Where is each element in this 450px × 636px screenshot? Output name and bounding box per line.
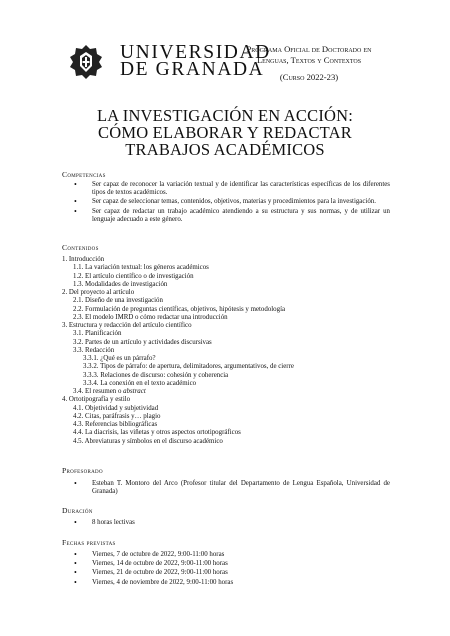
- contenidos-row: [62, 396, 392, 404]
- contenidos-row-text: 4.4. La diacrisis, las viñetas y otros aspectos ortotipográficos: [73, 429, 241, 437]
- contenidos-row-text: 1.1. La variación textual: los géneros académicos: [73, 264, 209, 272]
- contenidos-row: [62, 281, 392, 289]
- contenidos-row: [62, 372, 392, 380]
- duracion-heading: Duración: [62, 506, 93, 515]
- course-year: (Curso 2022-23): [279, 72, 339, 83]
- university-name-line1: UNIVERSIDAD: [120, 42, 271, 63]
- contenidos-row: [62, 339, 392, 347]
- fecha-item: • Viernes, 21 de octubre de 2022, 9:00-11:00 horas: [74, 569, 390, 577]
- contenidos-row-text: 3.3.3. Relaciones de discurso: cohesión y coherencia: [83, 371, 229, 379]
- fechas-heading: Fechas previstas: [62, 538, 116, 547]
- contenidos-row: [62, 256, 392, 264]
- title-line2: CÓMO ELABORAR Y REDACTAR: [98, 123, 352, 142]
- contenidos-row-text: 4.2. Citas, paráfrasis y… plagio: [73, 412, 161, 420]
- contenidos-row-text: 4.1. Objetividad y subjetividad: [73, 404, 159, 412]
- title-line1: LA INVESTIGACIÓN EN ACCIÓN:: [96, 106, 354, 125]
- contenidos-row: [62, 421, 392, 429]
- contenidos-row: [62, 306, 392, 314]
- competencias-heading: Competencias: [62, 170, 106, 179]
- contenidos-row: [62, 322, 392, 330]
- document-title: [60, 107, 390, 158]
- contenidos-row-text: 3. Estructura y redacción del artículo científico: [62, 322, 192, 329]
- competencia-item: • Ser capaz de redactar un trabajo académico atendiendo a su estructura y sus normas, y de utilizar un lenguaje adecuado a este género.: [74, 208, 390, 224]
- contenidos-row-text: 3.4. El resumen o: [73, 388, 124, 395]
- contenidos-row-text: 1.2. El artículo científico o de investigación: [73, 272, 194, 280]
- contenidos-row: [62, 355, 392, 363]
- profesor-item: • Esteban T. Montoro del Arco (Profesor titular del Departamento de Lengua Española, Universidad de Granada): [74, 480, 390, 496]
- contenidos-row-text: 3.2. Partes de un artículo y actividades discursivas: [73, 338, 212, 346]
- contenidos-row-text: 3.1. Planificación: [73, 330, 122, 338]
- contenidos-row: [62, 388, 392, 396]
- competencia-item: • Ser capaz de reconocer la variación textual y de identificar las características específicas de los diferentes tipos de textos académicos.: [74, 181, 390, 197]
- contenidos-row-text: 2.3. El modelo IMRD o cómo redactar una introducción: [73, 313, 228, 321]
- contenidos-heading: Contenidos: [62, 243, 99, 252]
- contenidos-row-text: 2.2. Formulación de preguntas científicas, objetivos, hipótesis y metodología: [73, 305, 286, 313]
- contenidos-row: [62, 273, 392, 281]
- contenidos-row-text: 3.3.1. ¿Qué es un párrafo?: [83, 355, 156, 362]
- contenidos-row-text: 3.3. Redacción: [73, 346, 115, 354]
- fecha-item: • Viernes, 7 de octubre de 2022, 9:00-11:00 horas: [74, 551, 390, 559]
- contenidos-row: [62, 347, 392, 355]
- fecha-item: • Viernes, 14 de octubre de 2022, 9:00-11:00 horas: [74, 560, 390, 568]
- competencias-list: [74, 181, 390, 225]
- title-line3: TRABAJOS ACADÉMICOS: [125, 140, 325, 159]
- contenidos-row: [62, 297, 392, 305]
- fecha-item: • Viernes, 4 de noviembre de 2022, 9:00-11:00 horas: [74, 579, 390, 587]
- abstract-italic-text: abstract: [123, 388, 146, 395]
- university-seal-logo: [66, 42, 106, 82]
- profesorado-list: [74, 480, 390, 497]
- contenidos-row-text: 4.3. Referencias bibliográficas: [73, 421, 158, 428]
- contenidos-row: [62, 413, 392, 421]
- program-title: [230, 44, 388, 84]
- contenidos-row-text: 3.3.2. Tipos de párrafo: de apertura, delimitadores, argumentativos, de cierre: [83, 363, 294, 371]
- contenidos-row-text: 3.3.4. La conexión en el texto académico: [83, 379, 197, 387]
- contenidos-row: [62, 264, 392, 272]
- contenidos-row: [62, 363, 392, 371]
- contenidos-row: [62, 314, 392, 322]
- contenidos-row: [62, 438, 392, 446]
- contenidos-row: [62, 289, 392, 297]
- duracion-item: • 8 horas lectivas: [74, 519, 390, 527]
- fechas-list: [74, 551, 390, 588]
- contenidos-row-text: 4. Ortotipografía y estilo: [62, 396, 131, 404]
- profesorado-heading: Profesorado: [62, 466, 103, 475]
- competencia-item: • Ser capaz de seleccionar temas, contenidos, objetivos, materias y procedimientos para la investigación.: [74, 198, 390, 206]
- contenidos-list: [62, 256, 392, 446]
- contenidos-row-text: 1. Introducción: [62, 256, 105, 263]
- university-name-line2: DE GRANADA: [120, 59, 265, 80]
- contenidos-row-text: 2. Del proyecto al artículo: [62, 289, 135, 296]
- program-line1: Programa Oficial de Doctorado en: [246, 44, 372, 54]
- contenidos-row: [62, 429, 392, 437]
- contenidos-row: [62, 330, 392, 338]
- duracion-list: [74, 519, 390, 528]
- contenidos-row-text: 2.1. Diseño de una investigación: [73, 297, 163, 305]
- program-line2: Lenguas, Textos y Contextos: [256, 55, 362, 66]
- contenidos-row: [62, 405, 392, 413]
- contenidos-row-text: 4.5. Abreviaturas y símbolos en el discurso académico: [73, 437, 223, 445]
- contenidos-row: [62, 380, 392, 388]
- contenidos-row-text: 1.3. Modalidades de investigación: [73, 280, 168, 288]
